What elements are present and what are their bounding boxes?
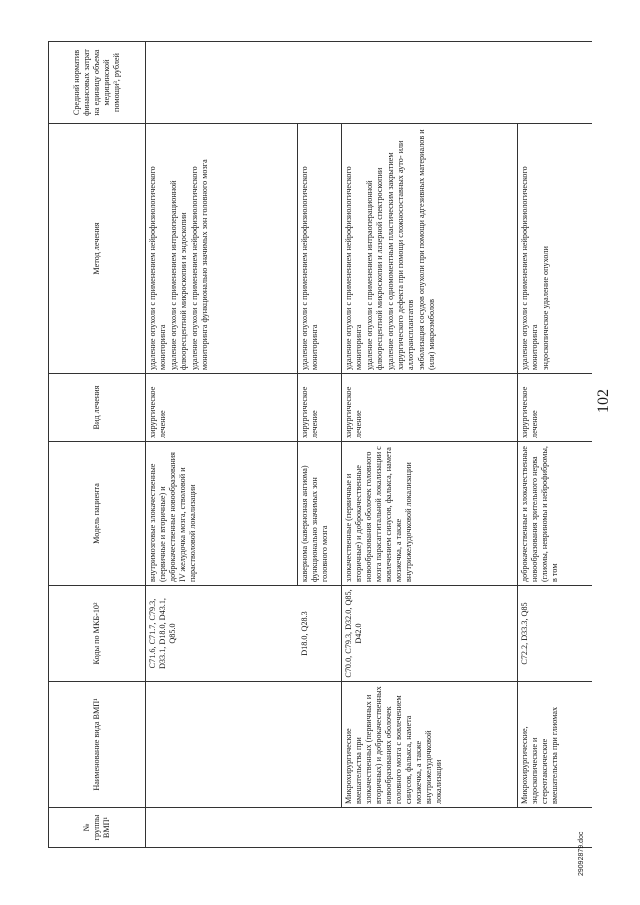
name-cell: Микрохирургические, эндоскопические и стереотаксические вмешательства при глиомах — [518, 681, 592, 807]
model-cell: доброкачественные и злокачественные новообразования зрительного нерва (глиомы, невриномы и нейрофибромы, в том — [518, 441, 592, 585]
group-cell — [298, 807, 342, 847]
header-cost: Средний норматив финансовых затрат на единицу объема медицинской помощи³, рублей — [49, 41, 146, 123]
name-cell — [146, 681, 298, 807]
method-item: удаление опухоли с применением нейрофизиологического мониторинга — [148, 165, 167, 370]
treatment-cell: хирургическое лечение — [146, 373, 298, 441]
table-row — [518, 41, 592, 847]
table-row — [146, 41, 298, 847]
page-number: 102 — [595, 388, 612, 413]
name-cell — [298, 681, 342, 807]
cost-cell — [298, 41, 342, 123]
cost-cell — [146, 41, 298, 123]
method-cell — [146, 123, 298, 373]
header-model: Модель пациента — [49, 441, 146, 585]
codes-cell: C70.0, C79.3, D32.0, Q85, D42.0 — [342, 585, 518, 681]
header-treatment: Вид лечения — [49, 373, 146, 441]
codes-cell: C72.2, D33.3, Q85 — [518, 585, 592, 681]
treatment-cell: хирургическое лечение — [298, 373, 342, 441]
method-item: эмболизация сосудов опухоли при помощи адгезивных материалов и (или) микроэмболов — [417, 128, 436, 370]
name-cell: Микрохирургические вмешательства при злокачественных (первичных и вторичных) и доброкачественных новообразованиях оболочек головного мозга с вовлечением синусов, фалькса, намета мозжечка, а также внутрижелудочковой локализации — [342, 681, 518, 807]
vmp-table — [48, 41, 592, 848]
treatment-cell: хирургическое лечение — [342, 373, 518, 441]
header-group: № группы ВМП¹ — [49, 807, 146, 847]
model-cell: кавернома (кавернозная ангиома) функционально значимых зон головного мозга — [298, 441, 342, 585]
rotated-landscape-page — [40, 28, 612, 878]
document-id: 29092879.doc — [578, 831, 585, 876]
method-cell — [518, 123, 592, 373]
table-header-row — [49, 41, 146, 847]
table-row — [342, 41, 518, 847]
method-item: удаление опухоли с применением нейрофизиологического мониторинга — [344, 165, 363, 370]
method-item: удаление опухоли с применением нейрофизиологического мониторинга — [300, 165, 319, 370]
model-cell: злокачественные (первичные и вторичные) и доброкачественные новообразования оболочек головного мозга парасаггитальной локализации с вовлечением синусов, фалькса, намета мозжечка, а также внутрижелудочковой локализации — [342, 441, 518, 585]
method-item: удаление опухоли с одномоментным пластическим закрытием хирургического дефекта при помощи сложносоставных ауто- или аллотрансплантатов — [386, 140, 415, 370]
header-codes: Коды по МКБ-10² — [49, 585, 146, 681]
method-cell — [342, 123, 518, 373]
cost-cell — [342, 41, 518, 123]
model-cell: внутримозговые злокачественные (первичные и вторичные) и доброкачественные новообразования IV желудочка мозга, стволовой и парастволовой локализации — [146, 441, 298, 585]
codes-cell: D18.0, Q28.3 — [298, 585, 342, 681]
method-item: удаление опухоли с применением нейрофизиологического мониторинга функционально значимых зон головного мозга — [190, 158, 209, 370]
method-item: удаление опухоли с применением нейрофизиологического мониторинга — [520, 165, 539, 370]
method-item: эндоскопическое удаление опухоли — [541, 245, 550, 370]
codes-cell: C71.6, C71.7, C79.3, D33.1, D18.0, D43.1, Q85.0 — [146, 585, 298, 681]
group-cell — [342, 807, 518, 847]
cost-cell — [518, 41, 592, 123]
table-row — [298, 41, 342, 847]
group-cell — [146, 807, 298, 847]
method-item: удаление опухоли с применением интраоперационной флюоресцентной микроскопии и эндоскопии — [169, 179, 188, 370]
method-item: удаление опухоли с применением интраоперационной флюоресцентной микроскопии и лазерной спектроскопии — [365, 167, 384, 370]
header-method: Метод лечения — [49, 123, 146, 373]
treatment-cell: хирургическое лечение — [518, 373, 592, 441]
header-name: Наименование вида ВМП¹ — [49, 681, 146, 807]
method-cell — [298, 123, 342, 373]
